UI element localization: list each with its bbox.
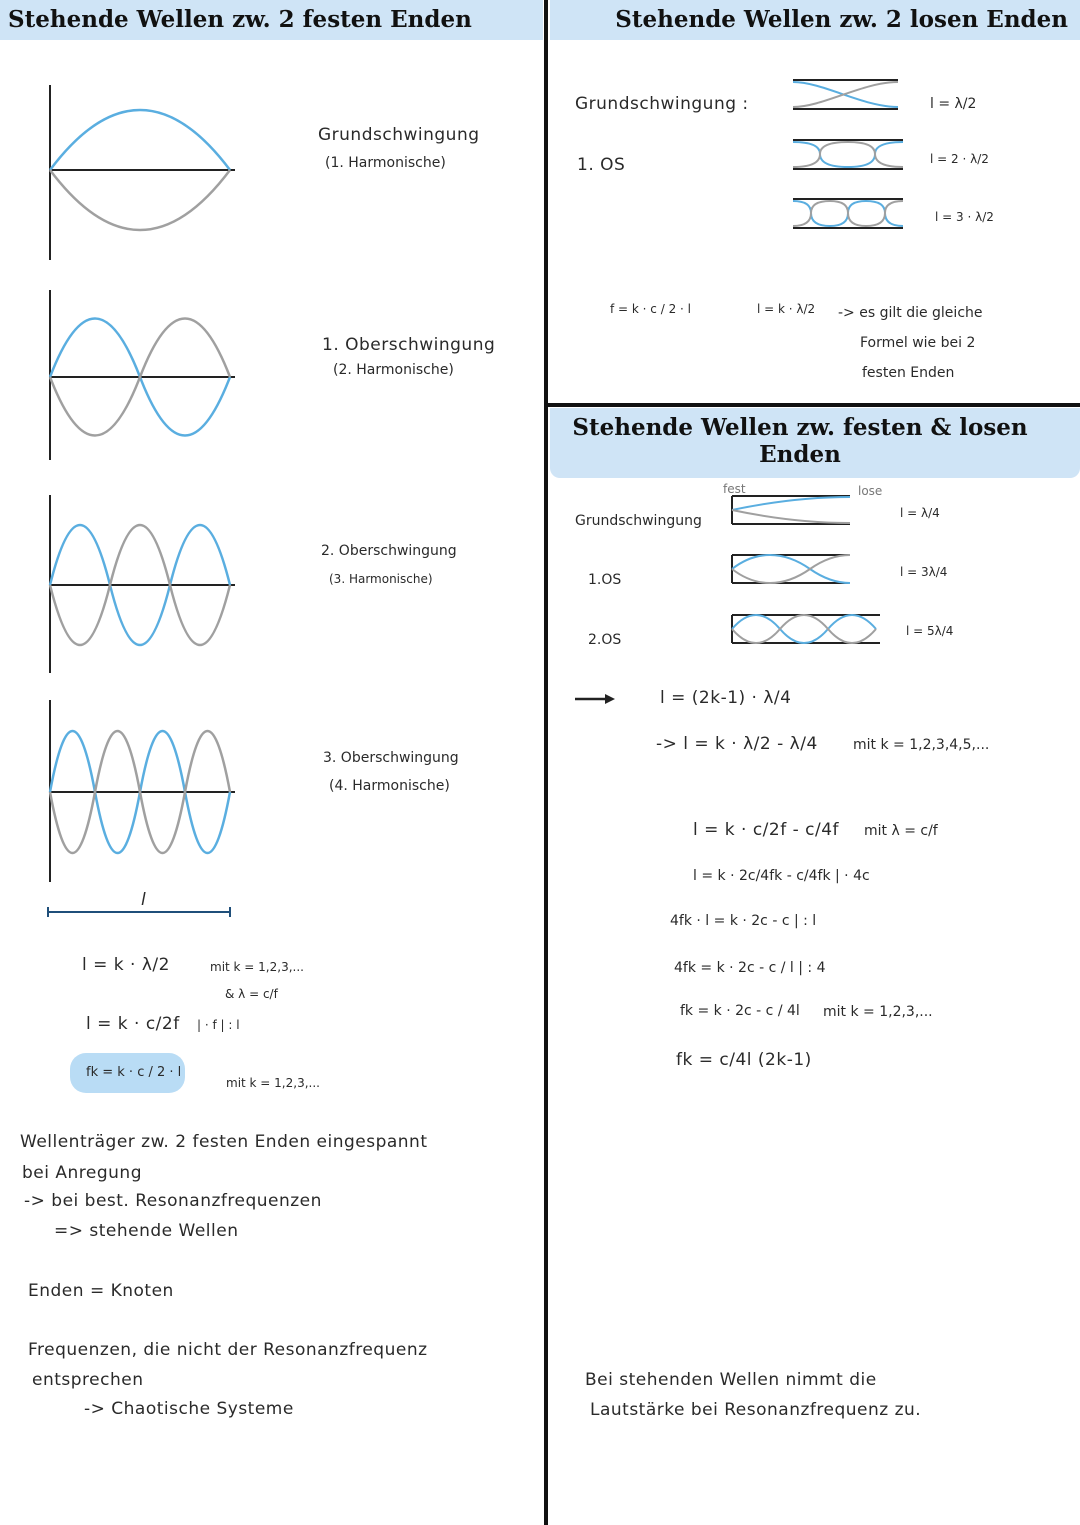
result-formula: fk = k · c / 2 · l <box>86 1065 182 1080</box>
mixed-mode-3: 2.OS <box>588 632 622 648</box>
vertical-divider <box>544 0 548 1525</box>
formula-length-freq: l = k · c/2f <box>86 1014 180 1034</box>
loose-eq-2: l = 2 · λ/2 <box>930 152 989 166</box>
right-bottom-title-1: Stehende Wellen zw. festen & losen <box>572 414 1028 441</box>
label-fest: fest <box>723 482 746 496</box>
loose-eq-3: l = 3 · λ/2 <box>935 210 994 224</box>
note-line-3: -> bei best. Resonanzfrequenzen <box>24 1191 322 1211</box>
mixed-eq-1: l = λ/4 <box>900 506 940 520</box>
derivation-7: fk = k · 2c - c / 4l <box>680 1003 800 1019</box>
mode-name-1: Grundschwingung <box>318 125 480 145</box>
result-condition: mit k = 1,2,3,... <box>226 1076 320 1090</box>
mixed-note-2: Lautstärke bei Resonanzfrequenz zu. <box>590 1400 922 1420</box>
formula-operation: | · f | : l <box>197 1018 240 1032</box>
arrow-icon <box>573 692 618 706</box>
mode-harmonic-3: (3. Harmonische) <box>329 572 433 586</box>
derivation-7-condition: mit k = 1,2,3,... <box>823 1004 933 1020</box>
note-line-7: entsprechen <box>32 1370 144 1390</box>
mode-name-3: 2. Oberschwingung <box>321 543 457 559</box>
right-top-title: Stehende Wellen zw. 2 losen Enden <box>615 6 1068 33</box>
derivation-1: l = (2k-1) · λ/4 <box>660 688 792 708</box>
right-bottom-header <box>550 408 1080 478</box>
formula-length-condition: mit k = 1,2,3,... <box>210 960 304 974</box>
loose-ends-diagram-3 <box>793 197 905 232</box>
mixed-mode-2: 1.OS <box>588 572 622 588</box>
wave-diagram-os1 <box>40 290 250 465</box>
mode-harmonic-4: (4. Harmonische) <box>329 778 450 794</box>
loose-eq-1: l = λ/2 <box>930 96 977 112</box>
wave-diagram-os3 <box>40 700 250 885</box>
mixed-ends-diagram-1 <box>730 494 855 528</box>
note-line-4: => stehende Wellen <box>54 1221 239 1241</box>
derivation-6: 4fk = k · 2c - c / l | : 4 <box>674 960 826 976</box>
note-line-1: Wellenträger zw. 2 festen Enden eingespannt <box>20 1132 428 1152</box>
loose-note-1: -> es gilt die gleiche <box>838 305 983 321</box>
mixed-mode-1: Grundschwingung <box>575 513 702 529</box>
formula-length: l = k · λ/2 <box>82 955 170 975</box>
note-line-5: Enden = Knoten <box>28 1281 174 1301</box>
loose-mode-2: 1. OS <box>577 155 626 175</box>
right-bottom-title-2: Enden <box>759 441 841 468</box>
mixed-eq-3: l = 5λ/4 <box>906 624 954 638</box>
length-label: l <box>141 890 147 910</box>
note-line-2: bei Anregung <box>22 1163 142 1183</box>
mixed-note-1: Bei stehenden Wellen nimmt die <box>585 1370 877 1390</box>
derivation-3: l = k · c/2f - c/4f <box>693 820 840 840</box>
loose-ends-diagram-1 <box>793 78 903 113</box>
loose-note-2: Formel wie bei 2 <box>860 335 976 351</box>
mixed-ends-diagram-2 <box>730 553 855 587</box>
wave-diagram-os2 <box>40 495 250 675</box>
loose-freq-formula: f = k · c / 2 · l <box>610 302 691 316</box>
length-marker <box>45 905 235 919</box>
loose-mode-1: Grundschwingung : <box>575 94 749 114</box>
loose-note-3: festen Enden <box>862 365 955 381</box>
wave-diagram-fundamental <box>40 80 250 265</box>
formula-lambda: & λ = c/f <box>225 987 278 1001</box>
loose-length-formula: l = k · λ/2 <box>757 302 816 316</box>
label-lose: lose <box>858 484 883 498</box>
mode-harmonic-2: (2. Harmonische) <box>333 362 454 378</box>
right-top-header <box>550 0 1080 40</box>
mode-name-4: 3. Oberschwingung <box>323 750 459 766</box>
mode-name-2: 1. Oberschwingung <box>322 335 496 355</box>
left-title: Stehende Wellen zw. 2 festen Enden <box>8 6 472 33</box>
derivation-5: 4fk · l = k · 2c - c | : l <box>670 913 817 929</box>
note-line-6: Frequenzen, die nicht der Resonanzfrequenz <box>28 1340 428 1360</box>
derivation-2-condition: mit k = 1,2,3,4,5,... <box>853 737 990 753</box>
note-line-8: -> Chaotische Systeme <box>84 1399 294 1419</box>
derivation-4: l = k · 2c/4fk - c/4fk | · 4c <box>693 868 870 884</box>
mode-harmonic-1: (1. Harmonische) <box>325 155 446 171</box>
mixed-eq-2: l = 3λ/4 <box>900 565 948 579</box>
derivation-3-condition: mit λ = c/f <box>864 823 938 839</box>
mixed-ends-diagram-3 <box>730 613 885 647</box>
derivation-8: fk = c/4l (2k-1) <box>676 1050 812 1070</box>
horizontal-divider <box>546 403 1080 407</box>
loose-ends-diagram-2 <box>793 138 905 173</box>
left-header <box>0 0 543 40</box>
derivation-2: -> l = k · λ/2 - λ/4 <box>656 734 818 754</box>
